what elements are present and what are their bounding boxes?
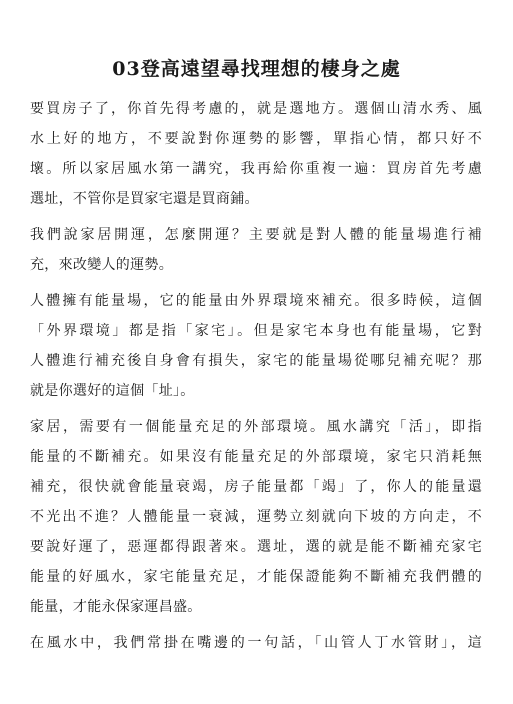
paragraph-2 (30, 220, 482, 280)
text-line: 壞。所以家居風水第一講究，我再給你重複一遍：買房首先考慮 (30, 161, 482, 177)
text-line: 補充，很快就會能量衰竭，房子能量都「竭」了，你人的能量還 (30, 479, 482, 495)
paragraph-3 (30, 286, 482, 406)
paragraph-4 (30, 412, 482, 622)
text-line: 水上好的地方，不要說對你運勢的影響，單指心情，都只好不 (30, 131, 482, 147)
paragraph-1 (30, 94, 482, 214)
text-line: 能量的不斷補充。如果沒有能量充足的外部環境，家宅只消耗無 (30, 449, 482, 465)
text-line: 在風水中，我們常掛在嘴邊的一句話，「山管人丁水管財」，這 (30, 635, 482, 651)
text-line: 家居，需要有一個能量充足的外部環境。風水講究「活」，即指 (30, 419, 482, 435)
text-line: 能量，才能永保家運昌盛。 (30, 599, 202, 615)
text-line: 要說好運了，惡運都得跟著來。選址，選的就是能不斷補充家宅 (30, 539, 482, 555)
text-line: 要買房子了，你首先得考慮的，就是選地方。選個山清水秀、風 (30, 101, 482, 117)
text-line: 充，來改變人的運勢。 (30, 257, 173, 273)
text-line: 我們說家居開運，怎麼開運？主要就是對人體的能量場進行補 (30, 227, 482, 243)
document-title: 03登高遠望尋找理想的棲身之處 (112, 58, 401, 80)
paragraph-5 (30, 628, 482, 658)
document-body (30, 94, 482, 664)
text-line: 人體進行補充後自身會有損失，家宅的能量場從哪兒補充呢？那 (30, 353, 482, 369)
text-line: 人體擁有能量場，它的能量由外界環境來補充。很多時候，這個 (30, 293, 482, 309)
text-line: 能量的好風水，家宅能量充足，才能保證能夠不斷補充我們體的 (30, 569, 482, 585)
text-line: 不光出不進？人體能量一衰減，運勢立刻就向下坡的方向走，不 (30, 509, 482, 525)
text-line: 選址，不管你是買家宅還是買商鋪。 (30, 191, 259, 207)
text-line: 就是你選好的這個「址」。 (30, 383, 195, 399)
text-line: 「外界環境」都是指「家宅」。但是家宅本身也有能量場，它對 (30, 323, 482, 339)
